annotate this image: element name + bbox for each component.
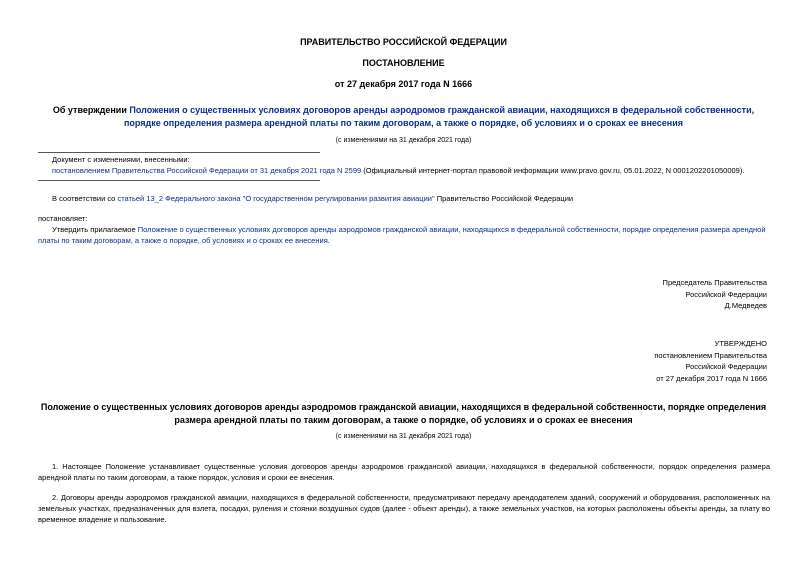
- doc-type-heading: ПОСТАНОВЛЕНИЕ: [362, 58, 445, 68]
- changes-label: Документ с изменениями, внесенными:: [52, 155, 190, 164]
- decree-suffix: .: [327, 236, 330, 245]
- document-title: [50, 104, 757, 130]
- approved-line-1: УТВЕРЖДЕНО: [714, 339, 767, 348]
- revision-note: (с изменениями на 31 декабря 2021 года): [335, 137, 472, 144]
- regulation-paragraph-1: 1. Настоящее Положение устанавливает существенные условия договоров аренды аэродромов гражданской авиации, находящихся в федеральной собственности, порядок определения размера арендной платы по таким договорам, а также порядок, условия и сроки ее внесения.: [38, 462, 770, 482]
- approved-line-2: постановлением Правительства: [654, 350, 767, 360]
- basis-link[interactable]: статьей 13_2 Федерального закона "О государственном регулировании развития авиации": [117, 194, 435, 203]
- regulation-title: Положение о существенных условиях договоров аренды аэродромов гражданской авиации, находящихся в федеральной собственности, порядке определения размера арендной платы по таким договорам, а также о порядке, об условиях и о сроках ее внесения: [40, 402, 767, 425]
- signature-line-2: Российской Федерации: [685, 289, 767, 299]
- regulation-revision-note: (с изменениями на 31 декабря 2021 года): [335, 433, 472, 440]
- signature-line-3: Д.Медведев: [724, 301, 767, 310]
- basis-prefix: В соответствии со: [52, 194, 118, 203]
- divider-bottom: [38, 180, 320, 181]
- title-prefix: Об утверждении: [52, 105, 130, 115]
- decree-label: постановляет:: [38, 214, 88, 223]
- decree-paragraph: [38, 224, 770, 246]
- decree-link[interactable]: Положение о существенных условиях договоров аренды аэродромов гражданской авиации, находящихся в федеральной собственности, порядке определения размера арендной платы по таким договорам, а также о порядке, об условиях и о сроках ее внесения: [38, 225, 766, 245]
- regulation-paragraph-2: 2. Договоры аренды аэродромов гражданской авиации, находящихся в федеральной собственности, предусматривают передачу арендодателем зданий, сооружений и оборудования, расположенных на земельных участках, предназначенных для взлета, посадки, руления и стоянки воздушных судов (далее - объект аренды), а также земельных участков, на которых расположены объекты аренды, за плату во временное владение и пользование.: [38, 493, 770, 524]
- date-number-heading: от 27 декабря 2017 года N 1666: [334, 79, 473, 89]
- approved-line-4: от 27 декабря 2017 года N 1666: [656, 373, 767, 383]
- approved-line-3: Российской Федерации: [685, 362, 767, 371]
- decree-prefix: Утвердить прилагаемое: [52, 225, 138, 234]
- basis-paragraph: [52, 193, 772, 204]
- title-link[interactable]: Положения о существенных условиях договоров аренды аэродромов гражданской авиации, находящихся в федеральной собственности, порядке определения размера арендной платы по таким договорам, а также о порядке, об условиях и о сроках ее внесения: [123, 105, 755, 128]
- signature-line-1: Председатель Правительства: [662, 278, 767, 287]
- changes-suffix: (Официальный интернет-портал правовой информации www.pravo.gov.ru, 05.01.2022, N 0001202201050009).: [361, 166, 745, 175]
- approved-block: [654, 338, 767, 384]
- authority-heading: ПРАВИТЕЛЬСТВО РОССИЙСКОЙ ФЕДЕРАЦИИ: [300, 37, 507, 47]
- changes-line: [52, 165, 772, 176]
- changes-link[interactable]: постановлением Правительства Российской Федерации от 31 декабря 2021 года N 2599: [52, 166, 362, 175]
- divider-top: [38, 152, 320, 153]
- basis-suffix: Правительство Российской Федерации: [434, 194, 574, 203]
- signature-block: [663, 277, 767, 312]
